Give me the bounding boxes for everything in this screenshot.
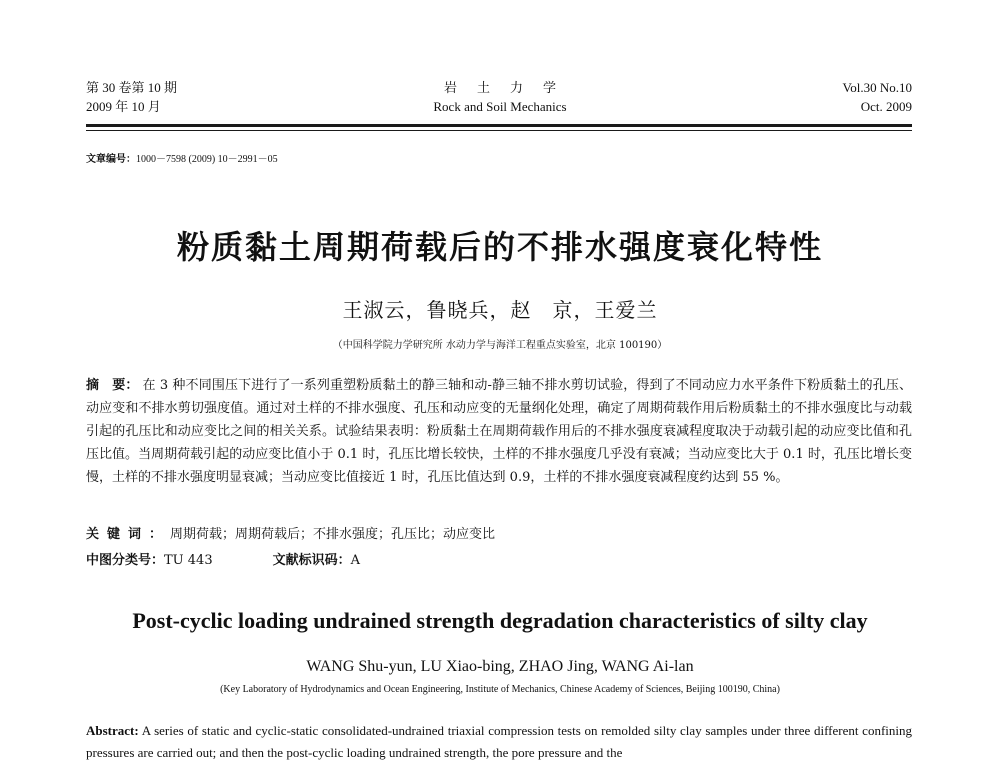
- header-rule-thin: [86, 130, 912, 131]
- keywords-cn-text: 周期荷载；周期荷载后；不排水强度；孔压比；动应变比: [170, 527, 496, 542]
- header-left: [86, 78, 177, 116]
- abstract-cn-label: 摘 要：: [86, 378, 139, 393]
- authors-cn: 王淑云，鲁晓兵，赵 京，王爱兰: [342, 298, 658, 322]
- abstract-en-label: Abstract:: [86, 723, 139, 738]
- header-rule-thick: [86, 124, 912, 127]
- keywords-cn-label: 关键词：: [86, 527, 171, 542]
- journal-name-cn: 岩土力学: [443, 80, 577, 95]
- header-right: [843, 78, 912, 116]
- doc-code-label: 文献标识码：: [272, 553, 351, 568]
- affiliation-en: (Key Laboratory of Hydrodynamics and Ocean Engineering, Institute of Mechanics, Chinese Academy of Sciences, Beijing 100190, China): [220, 684, 780, 695]
- keywords-cn: [86, 526, 495, 544]
- abstract-en: [86, 720, 912, 764]
- clc-value: TU 443: [164, 553, 213, 568]
- classification-line: [86, 552, 360, 570]
- abstract-cn: [86, 374, 912, 489]
- paper-title-en: Post-cyclic loading undrained strength degradation characteristics of silty clay: [132, 608, 868, 633]
- article-number: [86, 150, 278, 165]
- abstract-en-text: A series of static and cyclic-static consolidated-undrained triaxial compression tests on remolded silty clay samples under three different confining pressures are carried out; and then the post-cyclic loading undrained strength, the pore pressure and the: [86, 723, 912, 760]
- header-center: [424, 78, 576, 116]
- paper-title-cn: 粉质黏土周期荷载后的不排水强度衰化特性: [176, 228, 823, 266]
- clc-label: 中图分类号：: [86, 553, 165, 568]
- volume-cn: 第 30 卷第 10 期: [86, 80, 178, 95]
- affiliation-cn: （中国科学院力学研究所 水动力学与海洋工程重点实验室，北京 100190）: [332, 340, 668, 351]
- article-number-label: 文章编号：: [86, 154, 136, 165]
- date-cn: 2009 年 10 月: [86, 99, 161, 114]
- abstract-cn-text: 在 3 种不同围压下进行了一系列重塑粉质黏土的静三轴和动-静三轴不排水剪切试验，得到了不同动应力水平条件下粉质黏土的孔压、动应变和不排水剪切强度值。通过对土样的不排水强度、孔压和动应变的无量纲化处理，确定了周期荷载作用后粉质黏土的不排水强度比与动载引起的孔压比和动应变比之间的相关关系。试验结果表明：粉质黏土在周期荷载作用后的不排水强度衰减程度取决于动载引起的动应变比值和孔压比值。当周期荷载引起的动应变比值小于 0.1 时，孔压比增长较快，土样的不排水强度几乎没有衰减；当动应变比大于 0.1 时，孔压比增长变慢，土样的不排水强度明显衰减；当动应变比值接近 1 时，孔压比值达到 0.9，土样的不排水强度衰减程度约达到 55 %。: [86, 378, 912, 485]
- article-number-value: 1000－7598 (2009) 10－2991－05: [136, 154, 278, 165]
- volume-en: Vol.30 No.10: [842, 80, 912, 95]
- date-en: Oct. 2009: [860, 99, 912, 114]
- journal-name-en: Rock and Soil Mechanics: [433, 99, 567, 114]
- authors-en: WANG Shu-yun, LU Xiao-bing, ZHAO Jing, WANG Ai-lan: [306, 658, 694, 675]
- doc-code-value: A: [350, 553, 360, 568]
